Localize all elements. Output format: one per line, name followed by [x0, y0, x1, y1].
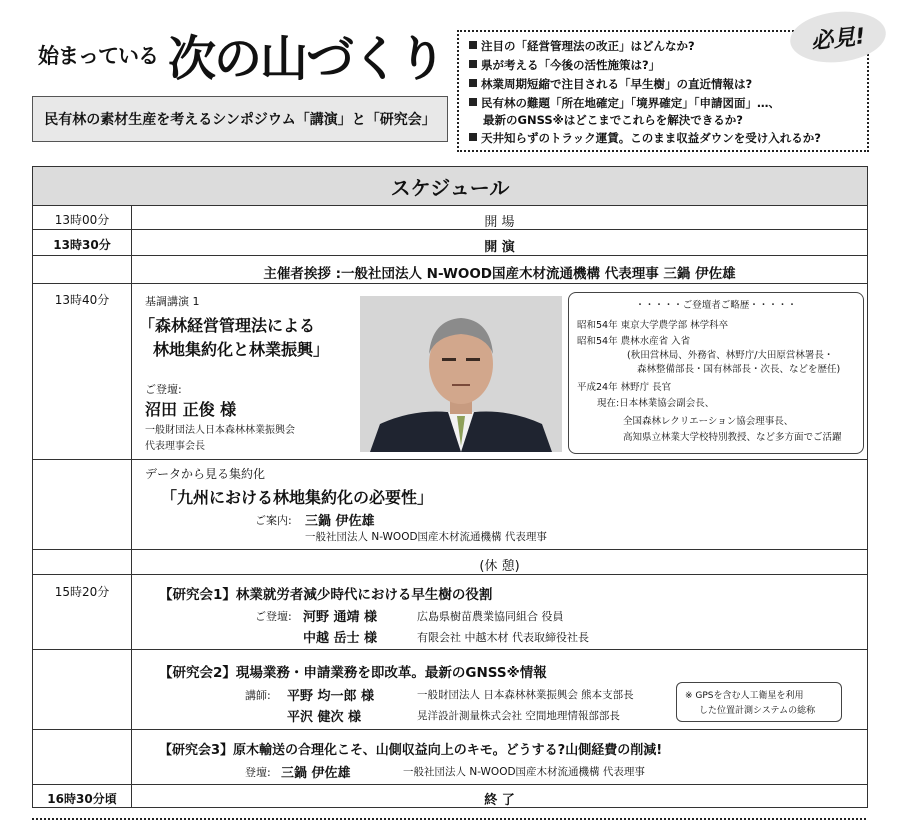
research2-org2: 晃洋設計測量株式会社 空間地理情報部部長	[417, 710, 620, 722]
subtitle-text: 民有林の素材生産を考えるシンポジウム「講演」と「研究会」	[44, 112, 436, 128]
opening-label: 開 場	[484, 215, 515, 230]
row-divider	[33, 784, 867, 785]
speaker-name: 沼田 正俊 様	[145, 400, 237, 419]
guide-name: 三鍋 伊佐雄	[305, 514, 375, 529]
row-divider	[33, 729, 867, 730]
research1-speaker1: 河野 通靖 様	[303, 610, 378, 625]
row-divider	[33, 459, 867, 460]
square-bullet-icon	[469, 41, 477, 49]
square-bullet-icon	[469, 79, 477, 87]
time-1340: 13時40分	[54, 293, 110, 307]
research2-speaker1: 平野 均一郎 様	[287, 689, 375, 704]
schedule-heading: スケジュール	[33, 167, 867, 206]
research2-label: 講師:	[245, 689, 271, 702]
bottom-dotted-rule	[32, 818, 866, 820]
research2-speaker2: 平沢 健次 様	[287, 710, 362, 725]
career-line: 昭和54年 農林水産省 入省	[577, 336, 691, 347]
speaker-org: 一般財団法人日本森林林業振興会	[145, 425, 295, 436]
square-bullet-icon	[469, 60, 477, 68]
research2-title: 【研究会2】現場業務・申請業務を即改革。最新のGNSS※情報	[159, 665, 547, 681]
research1-speaker2: 中越 岳士 様	[303, 631, 378, 646]
end-label: 終 了	[484, 793, 515, 808]
row-divider	[33, 283, 867, 284]
row-divider	[33, 649, 867, 650]
row-divider	[33, 255, 867, 256]
career-heading: ・・・・・ご登壇者ご略歴・・・・・	[635, 300, 797, 311]
research2-org1: 一般財団法人 日本森林林業振興会 熊本支部長	[417, 689, 634, 701]
topic-item: 注目の「経営管理法の改正」はどんなか?	[469, 38, 695, 54]
row-divider	[33, 574, 867, 575]
data-label: データから見る集約化	[145, 467, 266, 481]
speaker-label: ご登壇:	[145, 383, 182, 396]
research3-title: 【研究会3】原木輸送の合理化こそ、山側収益向上のキモ。どうする?山側経費の削減!	[159, 743, 663, 758]
topic-item: 林業周期短縮で注目される「早生樹」の直近情報は?	[469, 76, 752, 92]
subtitle-banner	[32, 96, 448, 142]
square-bullet-icon	[469, 133, 477, 141]
topic-item: 民有林の難題「所在地確定」「境界確定」「申請図面」…、	[469, 95, 780, 111]
keynote-label: 基調講演 1	[145, 295, 200, 308]
time-1630: 16時30分頃	[47, 792, 117, 806]
research3-speaker: 三鍋 伊佐雄	[281, 766, 351, 781]
career-line: 現在:日本林業協会副会長、	[597, 398, 715, 409]
data-title: 「九州における林地集約化の必要性」	[161, 488, 434, 507]
square-bullet-icon	[469, 98, 477, 106]
topic-item: 県が考える「今後の活性施策は?」	[469, 57, 660, 73]
row-divider	[33, 549, 867, 550]
lecture-start-label: 開 演	[484, 240, 515, 255]
career-line: 昭和54年 東京大学農学部 林学科卒	[577, 320, 729, 331]
guide-label: ご案内:	[255, 514, 292, 527]
topic-item-continued: 最新のGNSS※はどこまでこれらを解決できるか?	[483, 113, 743, 127]
research1-label: ご登壇:	[255, 610, 292, 623]
gnss-note-box	[676, 682, 842, 722]
research1-title: 【研究会1】林業就労者減少時代における早生樹の役割	[159, 587, 493, 603]
career-line: 森林整備部長・国有林部長・次長、などを歴任)	[637, 364, 841, 375]
speaker-role: 代表理事会長	[145, 441, 205, 452]
note-line2: した位置計測システムの総称	[699, 706, 816, 716]
guide-org: 一般社団法人 N-WOOD国産木材流通機構 代表理事	[305, 531, 547, 543]
research3-org: 一般社団法人 N-WOOD国産木材流通機構 代表理事	[403, 766, 645, 778]
time-1330: 13時30分	[53, 238, 111, 252]
career-line: 高知県立林業大学校特別教授、など多方面でご活躍	[623, 432, 842, 443]
time-1300: 13時00分	[54, 213, 110, 227]
speaker-photo	[360, 296, 562, 452]
topic-item: 天井知らずのトラック運賃。このまま収益ダウンを受け入れるか?	[469, 130, 821, 146]
speaker-portrait-icon	[360, 296, 562, 452]
host-greeting: 主催者挨拶 :一般社団法人 N-WOOD国産木材流通機構 代表理事 三鍋 伊佐雄	[263, 266, 736, 282]
title-lead: 始まっている	[38, 44, 158, 68]
must-see-badge: 必見!	[788, 7, 889, 67]
research3-label: 登壇:	[245, 766, 271, 779]
note-line1: ※ GPSを含む人工衛星を利用	[685, 691, 804, 701]
research1-org2: 有限会社 中越木材 代表取締役社長	[417, 631, 589, 644]
break-label: (休 憩)	[479, 559, 520, 574]
career-line: (秋田営林局、外務省、林野庁/大田原営林署長・	[627, 350, 834, 361]
speaker-career-box	[568, 292, 864, 454]
main-title: 次の山づくり	[168, 31, 445, 87]
research1-org1: 広島県樹苗農業協同組合 役員	[417, 610, 564, 623]
column-divider	[131, 205, 132, 807]
career-line: 平成24年 林野庁 長官	[577, 382, 672, 393]
career-line: 全国森林レクリエーション協会理事長、	[623, 416, 794, 427]
time-1520: 15時20分	[54, 585, 110, 599]
keynote-title-line1: 「森林経営管理法による	[139, 316, 316, 335]
keynote-title-line2: 林地集約化と林業振興」	[153, 340, 330, 359]
